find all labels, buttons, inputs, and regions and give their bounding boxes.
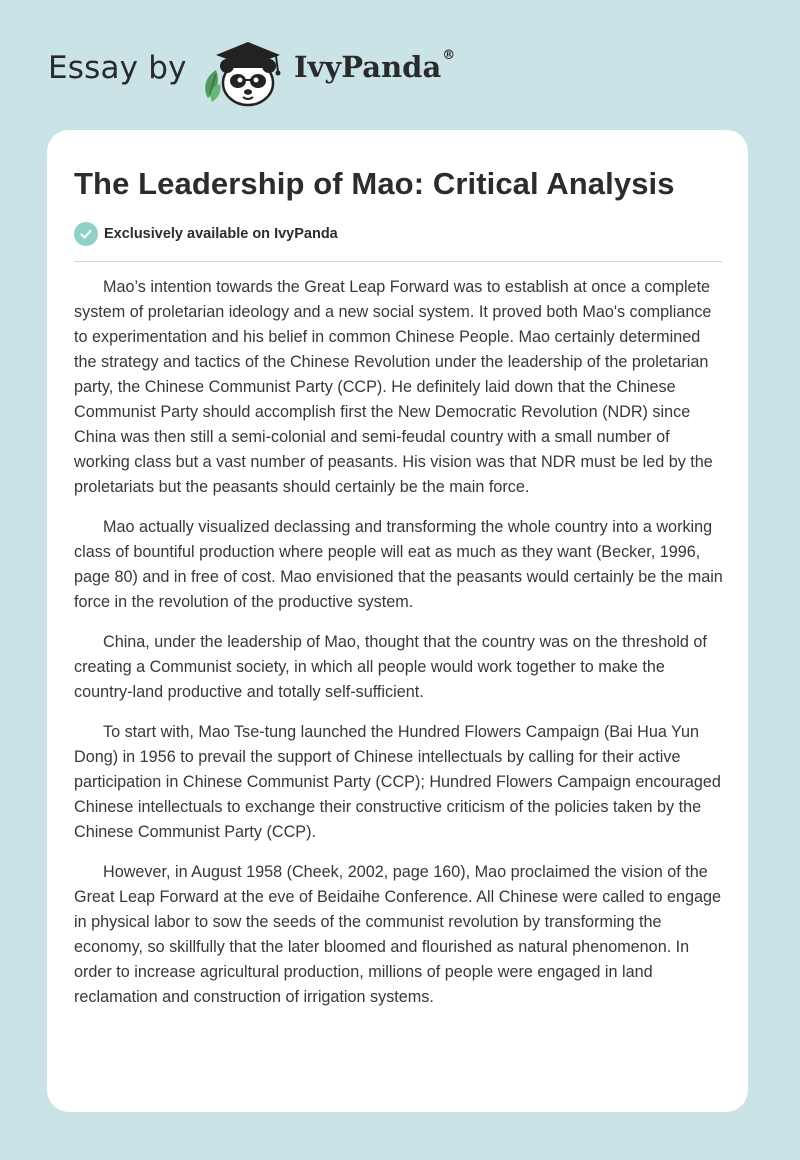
page-title: The Leadership of Mao: Critical Analysis [74,166,675,201]
brand-name [294,50,455,84]
registered-mark: ® [442,48,456,63]
paragraph: However, in August 1958 (Cheek, 2002, page 160), Mao proclaimed the vision of the Great Leap Forward at the eve of Beidaihe Conference. All Chinese were called to engage in physical labor to sow the seeds of the communist revolution by transforming the economy, so skillfully that the later bloomed and flourished as natural phenomenon. In order to increase agricultural production, millions of people were engaged in land reclamation and construction of irrigation systems. [74,863,722,1006]
brand-text: IvyPanda [294,50,442,84]
essay-card [47,130,748,1112]
essay-body [74,275,724,1025]
paragraph: Mao’s intention towards the Great Leap Forward was to establish at once a complete system of proletarian ideology and a new social system. It proved both Mao's compliance to experimentation and his belief in common Chinese People. Mao certainly determined the strategy and tactics of the Chinese Revolution under the leadership of the proletarian party, the Chinese Communist Party (CCP). He definitely laid down that the Chinese Communist Party should accomplish first the New Democratic Revolution (NDR) since China was then still a semi-colonial and semi-feudal country with a small number of working class but a vast number of peasants. His vision was that NDR must be led by the proletariats but the peasants should certainly be the main force. [74,278,713,496]
badge-label: Exclusively available on IvyPanda [104,226,338,242]
paragraph: Mao actually visualized declassing and transforming the whole country into a working class of bountiful production where people will eat as much as they want (Becker, 1996, page 80) and in free of cost. Mao envisioned that the peasants would certainly be the main force in the revolution of the productive system. [74,518,723,611]
essay-by-label: Essay by [48,50,187,86]
site-header [0,0,800,130]
paragraph: China, under the leadership of Mao, thought that the country was on the threshold of creating a Communist society, in which all people would work together to make the country-land productive and totally self-sufficient. [74,633,707,701]
check-circle-icon [74,222,98,246]
panda-graduation-cap-icon [198,36,290,108]
divider [74,261,722,262]
exclusive-badge [74,222,338,246]
paragraph: To start with, Mao Tse-tung launched the Hundred Flowers Campaign (Bai Hua Yun Dong) in 1956 to prevail the support of Chinese intellectuals by calling for their active participation in Chinese Communist Party (CCP); Hundred Flowers Campaign encouraged Chinese intellectuals to exchange their constructive criticism of the policies taken by the Chinese Communist Party (CCP). [74,723,721,841]
